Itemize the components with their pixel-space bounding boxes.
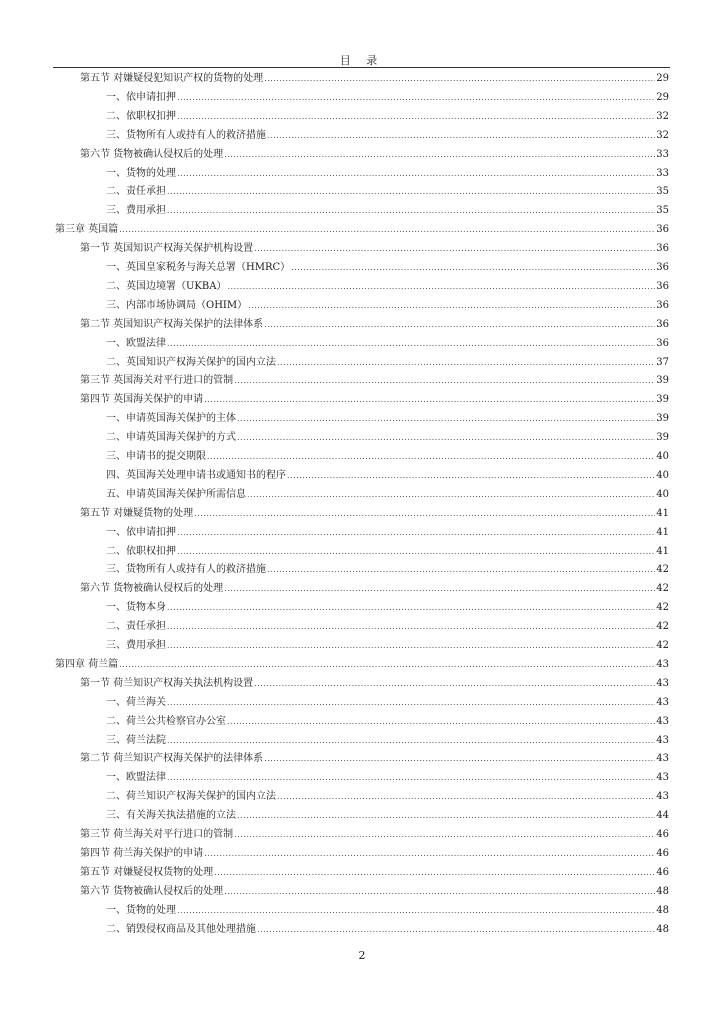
toc-leader-dots [234,374,655,388]
toc-leader-dots [237,809,655,823]
toc-leader-dots [119,223,655,237]
toc-section[interactable] [80,752,669,766]
toc-entry-page: 40 [656,451,669,462]
toc-subsection[interactable] [106,545,669,559]
toc-entry-page: 33 [656,167,669,179]
toc-entry-label: 二、英国边境署（UKBA） [106,280,227,292]
toc-entry-label: 第四章 荷兰篇 [55,658,119,670]
toc-entry-label: 第二节 荷兰知识产权海关保护的法律体系 [80,753,264,765]
toc-leader-dots [291,261,655,275]
toc-entry-label: 三、有关海关执法措施的立法 [106,810,236,822]
toc-entry-page: 39 [656,413,669,425]
toc-subsection[interactable] [106,809,669,823]
toc-subsection[interactable] [106,488,669,502]
toc-entry-label: 第六节 货物被确认侵权后的处理 [80,583,224,595]
toc-entry-page: 36 [656,224,669,236]
toc-subsection[interactable] [106,204,669,218]
toc-entry-page: 41 [656,507,669,519]
toc-entry-label: 三、内部市场协调局（OHIM） [106,299,248,311]
toc-entry-page: 33 [656,148,669,160]
toc-entry-label: 第三节 英国海关对平行进口的管制 [80,375,234,387]
toc-subsection[interactable] [106,790,669,804]
toc-leader-dots [204,847,655,861]
toc-leader-dots [227,715,655,729]
toc-section[interactable] [80,866,669,880]
toc-leader-dots [254,677,655,691]
toc-leader-dots [277,790,655,804]
toc-entry-label: 二、依职权扣押 [106,110,176,122]
toc-entry-page: 43 [656,753,669,765]
toc-subsection[interactable] [106,167,669,181]
toc-entry-label: 二、英国知识产权海关保护的国内立法 [106,356,276,368]
toc-entry-page: 29 [656,73,669,84]
toc-leader-dots [224,148,655,162]
toc-leader-dots [277,356,655,370]
header-divider [53,67,670,68]
toc-subsection[interactable] [106,923,669,937]
toc-leader-dots [224,582,655,596]
toc-entry-page: 42 [656,640,669,651]
toc-subsection[interactable] [106,601,669,615]
toc-entry-label: 第六节 货物被确认侵权后的处理 [80,885,224,897]
toc-entry-page: 46 [656,866,669,878]
toc-entry-label: 三、货物所有人或持有人的救济措施 [106,129,266,141]
toc-entry-page: 42 [656,583,669,595]
toc-subsection[interactable] [106,734,669,748]
toc-leader-dots [267,563,655,577]
toc-subsection[interactable] [106,91,669,105]
toc-entry-label: 二、依职权扣押 [106,545,176,557]
toc-leader-dots [167,696,655,710]
toc-entry-page: 39 [656,375,669,387]
toc-entry-label: 一、依申请扣押 [106,91,176,103]
toc-entry-label: 二、销毁侵权商品及其他处理措施 [106,923,256,935]
toc-entry-page: 36 [656,262,669,273]
toc-entry-label: 一、欧盟法律 [106,337,166,349]
toc-leader-dots [177,526,655,540]
toc-entry-page: 41 [656,545,669,557]
toc-leader-dots [167,337,655,351]
toc-entry-page: 48 [656,885,669,897]
toc-leader-dots [167,601,655,615]
toc-chapter[interactable] [55,223,669,237]
toc-leader-dots [204,393,655,407]
toc-entry-page: 36 [656,243,669,255]
toc-chapter[interactable] [55,658,669,672]
toc-entry-page: 32 [656,110,669,122]
toc-entry-page: 43 [656,715,669,727]
toc-leader-dots [257,923,655,937]
toc-entry-page: 43 [656,696,669,708]
toc-entry-page: 48 [656,923,669,935]
toc-entry-label: 三、申请书的提交期限 [106,451,206,462]
toc-entry-page: 36 [656,337,669,349]
toc-subsection[interactable] [106,696,669,710]
toc-leader-dots [167,639,655,653]
toc-leader-dots [177,110,655,124]
toc-entry-label: 第二节 英国知识产权海关保护的法律体系 [80,318,264,330]
toc-leader-dots [247,488,655,502]
toc-leader-dots [227,280,655,294]
toc-subsection[interactable] [106,110,669,124]
toc-subsection[interactable] [106,280,669,294]
toc-leader-dots [224,885,655,899]
toc-entry-label: 第五节 对嫌疑侵犯知识产权的货物的处理 [80,73,264,84]
toc-entry-page: 36 [656,280,669,292]
toc-entry-label: 一、依申请扣押 [106,526,176,538]
page-number: 2 [358,949,366,962]
toc-section[interactable] [80,847,669,861]
toc-entry-page: 43 [656,734,669,746]
toc-subsection[interactable] [106,639,669,653]
toc-entry-label: 三、货物所有人或持有人的救济措施 [106,564,266,576]
toc-leader-dots [177,545,655,559]
toc-leader-dots [237,412,655,426]
toc-entry-page: 43 [656,772,669,784]
toc-leader-dots [194,507,655,521]
toc-entry-page: 37 [656,356,669,368]
toc-entry-label: 第四节 荷兰海关保护的申请 [80,847,204,859]
toc-leader-dots [267,129,655,143]
toc-section[interactable] [80,318,669,332]
toc-entry-page: 35 [656,205,669,217]
toc-leader-dots [167,734,655,748]
toc-entry-label: 五、申请英国海关保护所需信息 [106,488,246,500]
toc-leader-dots [177,167,655,181]
toc-entry-page: 42 [656,621,669,633]
toc-entry-page: 29 [656,91,669,103]
toc-entry-page: 32 [656,129,669,141]
toc-entry-label: 一、货物本身 [106,602,166,614]
toc-leader-dots [207,450,655,464]
toc-entry-label: 三、费用承担 [106,640,166,651]
toc-entry-page: 46 [656,847,669,859]
toc-section[interactable] [80,507,669,521]
toc-entry-label: 三、费用承担 [106,205,166,217]
toc-entry-label: 二、申请英国海关保护的方式 [106,432,236,444]
toc-leader-dots [177,91,655,105]
toc-section[interactable] [80,148,669,162]
toc-subsection[interactable] [106,261,669,275]
toc-entry-page: 40 [656,469,669,481]
toc-leader-dots [214,866,655,880]
toc-section[interactable] [80,828,669,842]
toc-subsection[interactable] [106,299,669,313]
toc-leader-dots [254,242,655,256]
toc-entry-label: 第四节 英国海关保护的申请 [80,394,204,406]
toc-section[interactable] [80,72,669,86]
toc-subsection[interactable] [106,771,669,785]
toc-subsection[interactable] [106,356,669,370]
toc-leader-dots [264,752,655,766]
toc-entry-page: 42 [656,602,669,614]
toc-section[interactable] [80,242,669,256]
toc-entry-label: 第一节 英国知识产权海关保护机构设置 [80,243,254,255]
toc-entry-page: 42 [656,564,669,576]
toc-subsection[interactable] [106,469,669,483]
toc-entry-page: 46 [656,829,669,840]
toc-entry-label: 二、责任承担 [106,186,166,198]
toc-entry-page: 44 [656,810,669,822]
toc-leader-dots [264,72,655,86]
toc-entry-page: 39 [656,394,669,406]
toc-entry-label: 一、货物的处理 [106,904,176,916]
toc-entry-label: 二、荷兰知识产权海关保护的国内立法 [106,791,276,803]
toc-entry-label: 一、英国皇家税务与海关总署（HMRC） [106,262,291,273]
toc-entry-label: 一、荷兰海关 [106,696,166,708]
toc-section[interactable] [80,374,669,388]
toc-subsection[interactable] [106,563,669,577]
toc-entry-page: 41 [656,526,669,538]
toc-subsection[interactable] [106,904,669,918]
toc-subsection[interactable] [106,431,669,445]
toc-section[interactable] [80,582,669,596]
toc-leader-dots [248,299,655,313]
toc-leader-dots [167,185,655,199]
toc-subsection[interactable] [106,412,669,426]
toc-leader-dots [167,204,655,218]
toc-entry-page: 48 [656,904,669,916]
toc-entry-page: 43 [656,658,669,670]
toc-subsection[interactable] [106,337,669,351]
toc-leader-dots [167,771,655,785]
toc-entry-page: 36 [656,299,669,311]
toc-subsection[interactable] [106,129,669,143]
toc-entry-label: 四、英国海关处理申请书或通知书的程序 [106,469,286,481]
toc-entry-label: 第六节 货物被确认侵权后的处理 [80,148,224,160]
toc-entry-page: 36 [656,318,669,330]
toc-entry-label: 第五节 对嫌疑货物的处理 [80,507,194,519]
toc-leader-dots [167,620,655,634]
toc-entry-label: 一、申请英国海关保护的主体 [106,413,236,425]
toc-entry-label: 第三章 英国篇 [55,224,119,236]
toc-section[interactable] [80,885,669,899]
toc-leader-dots [119,658,655,672]
toc-leader-dots [264,318,655,332]
toc-leader-dots [177,904,655,918]
toc-entry-label: 第一节 荷兰知识产权海关执法机构设置 [80,677,254,689]
toc-entry-page: 40 [656,488,669,500]
toc-entry-label: 第五节 对嫌疑侵权货物的处理 [80,866,214,878]
page-header-title: 目 录 [339,54,384,67]
toc-section[interactable] [80,677,669,691]
toc-entry-label: 第三节 荷兰海关对平行进口的管制 [80,829,234,840]
toc-section[interactable] [80,393,669,407]
toc-leader-dots [237,431,655,445]
toc-entry-page: 43 [656,677,669,689]
toc-entry-label: 三、荷兰法院 [106,734,166,746]
toc-entry-page: 35 [656,186,669,198]
toc-entry-label: 二、荷兰公共检察官办公室 [106,715,226,727]
toc-leader-dots [234,828,655,842]
toc-subsection[interactable] [106,185,669,199]
toc-leader-dots [287,469,655,483]
toc-subsection[interactable] [106,450,669,464]
toc-subsection[interactable] [106,715,669,729]
toc-entry-label: 一、欧盟法律 [106,772,166,784]
toc-subsection[interactable] [106,526,669,540]
toc-subsection[interactable] [106,620,669,634]
toc-entry-page: 43 [656,791,669,803]
toc-entry-label: 二、责任承担 [106,621,166,633]
toc-entry-page: 39 [656,432,669,444]
toc-entry-label: 一、货物的处理 [106,167,176,179]
